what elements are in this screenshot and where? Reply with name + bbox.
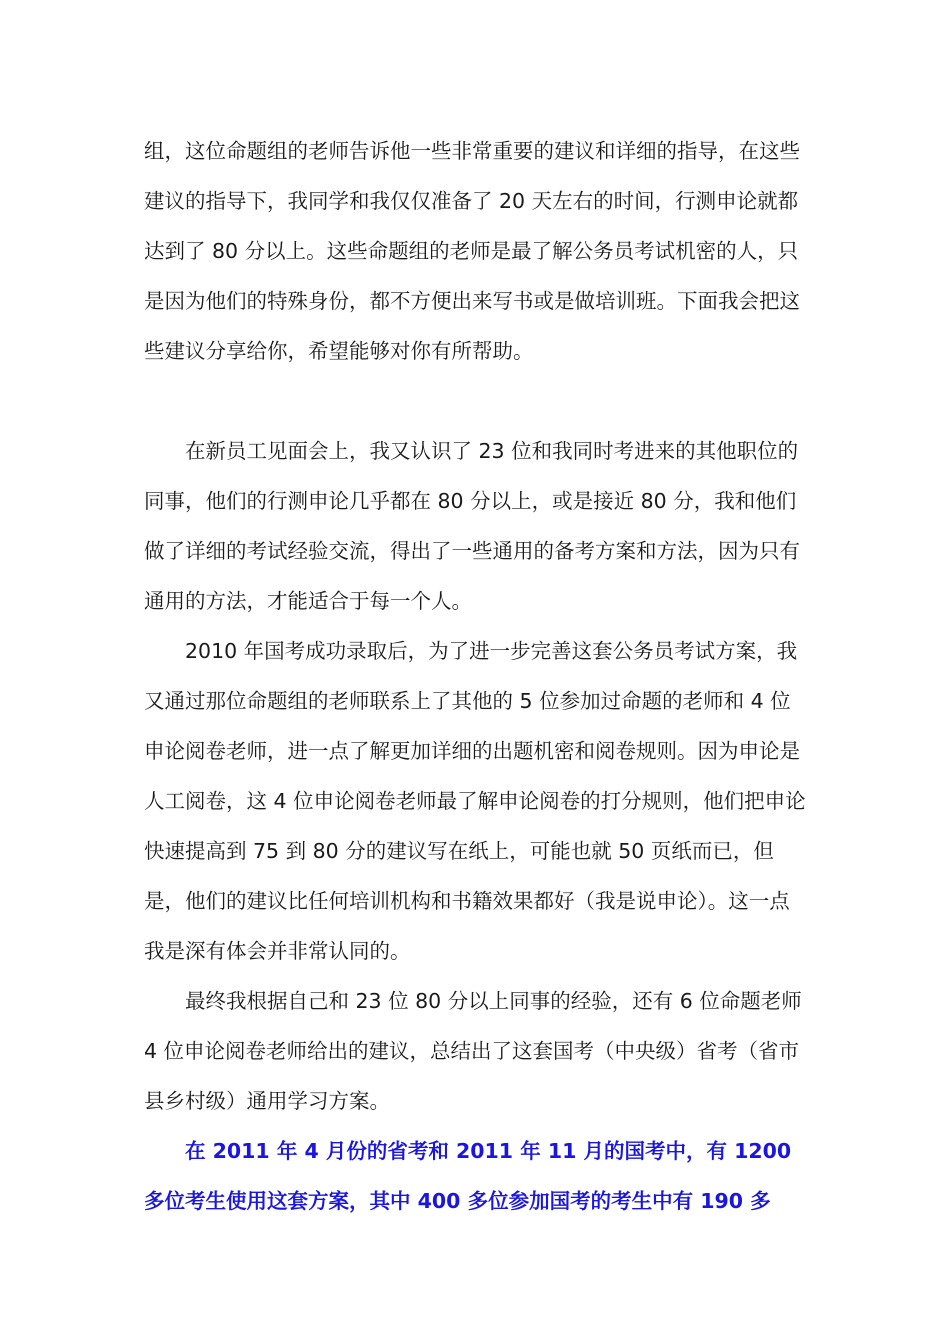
paragraph-exam-plan-refinement: 2010 年国考成功录取后，为了进一步完善这套公务员考试方案，我又通过那位命题组的老师联系上了其他的 5 位参加过命题的老师和 4 位申论阅卷老师，进一点了解更加详细的出题机密和阅卷规则。因为申论是人工阅卷，这 4 位申论阅卷老师最了解申论阅卷的打分规则，他们把申论快速提高到 75 到 80 分的建议写在纸上，可能也就 50 页纸而已，但是，他们的建议比任何培训机构和书籍效果都好（我是说申论）。这一点我是深有体会并非常认同的。 [144, 639, 806, 963]
paragraph-summary: 最终我根据自己和 23 位 80 分以上同事的经验，还有 6 位命题老师 4 位申论阅卷老师给出的建议，总结出了这套国考（中央级）省考（省市县乡村级）通用学习方案。 [144, 989, 802, 1113]
paragraph-intro: 组，这位命题组的老师告诉他一些非常重要的建议和详细的指导，在这些建议的指导下，我同学和我仅仅准备了 20 天左右的时间，行测申论就都达到了 80 分以上。这些命题组的老师是最了解公务员考试机密的人，只是因为他们的特殊身份，都不方便出来写书或是做培训班。下面我会把这些建议分享给你，希望能够对你有所帮助。 [144, 139, 800, 363]
paragraph-new-staff-meeting: 在新员工见面会上，我又认识了 23 位和我同时考进来的其他职位的同事，他们的行测申论几乎都在 80 分以上，或是接近 80 分，我和他们做了详细的考试经验交流，得出了一些通用的备考方案和方法，因为只有通用的方法，才能适合于每一个人。 [144, 439, 800, 613]
paragraph-highlight-results: 在 2011 年 4 月份的省考和 2011 年 11 月的国考中，有 1200 多位考生使用这套方案，其中 400 多位参加国考的考生中有 190 多 [144, 1139, 792, 1213]
document-body [144, 126, 808, 1226]
paragraph-spacer [144, 376, 808, 426]
